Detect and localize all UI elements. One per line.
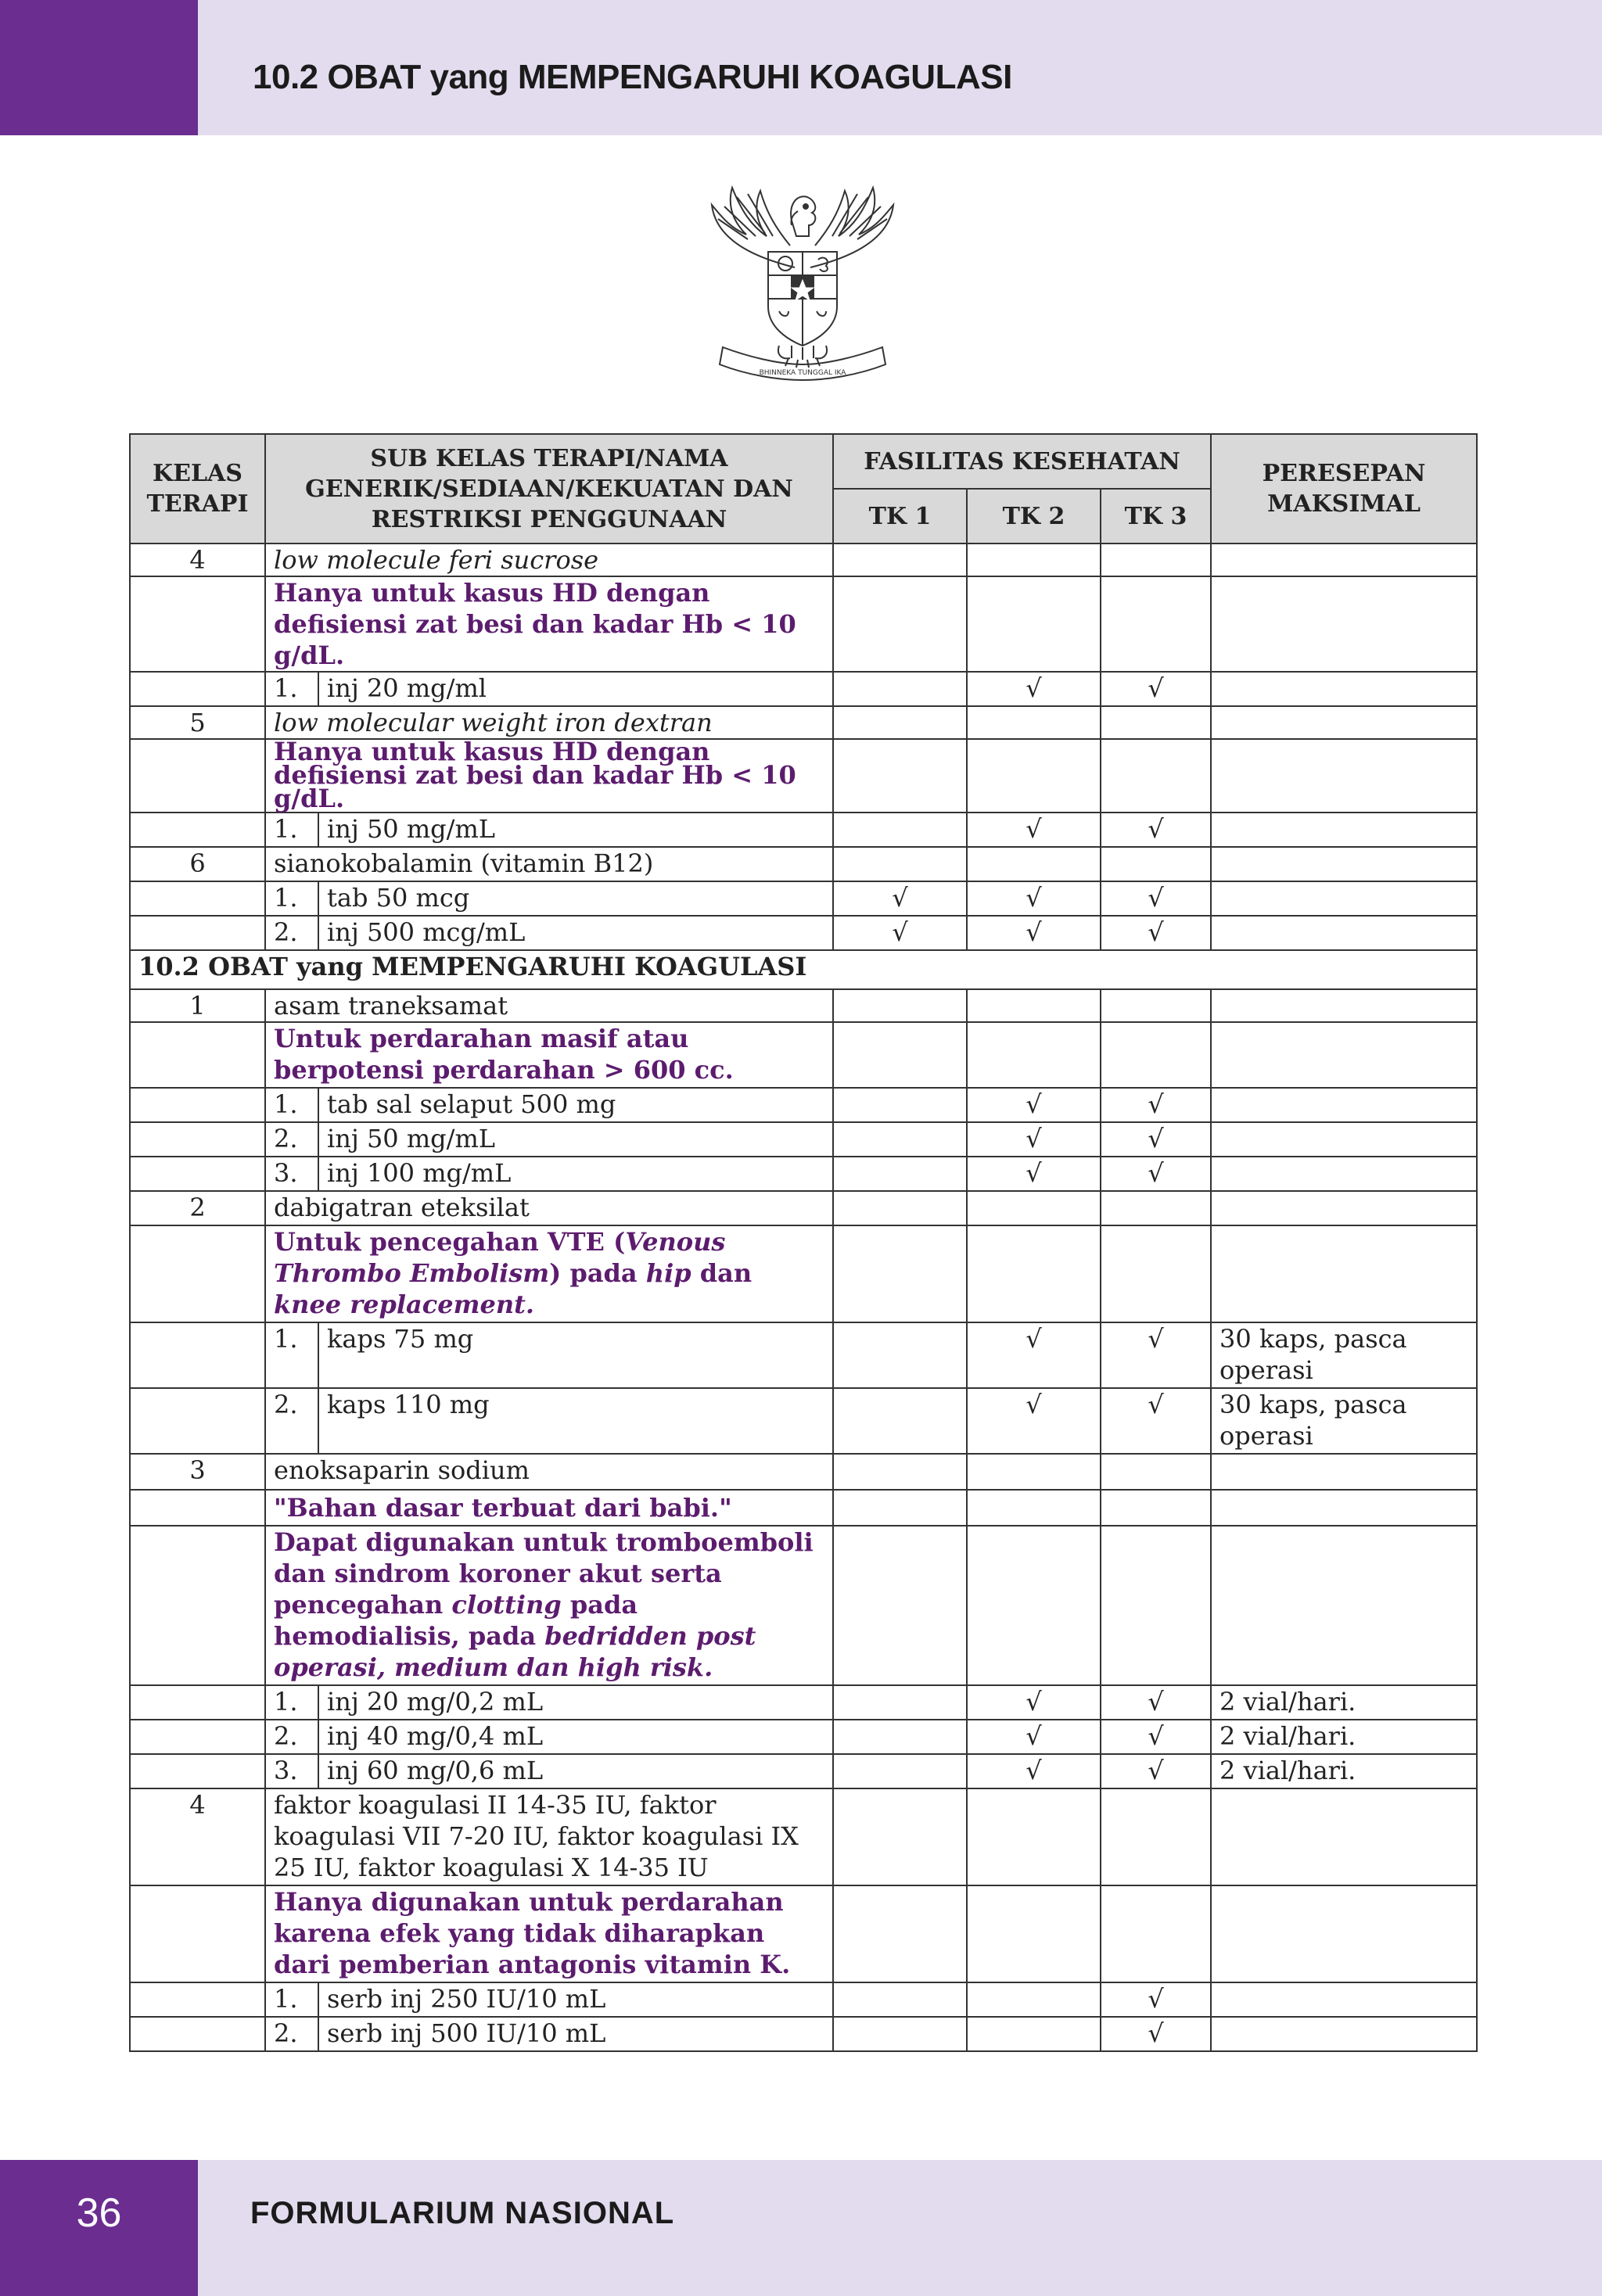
check-mark: √ <box>1101 1388 1211 1454</box>
check-mark: √ <box>1101 1754 1211 1788</box>
check-mark: √ <box>967 1122 1101 1157</box>
item-number: 3. <box>265 1157 318 1191</box>
item-number: 3. <box>265 1754 318 1788</box>
table-row <box>130 1388 1477 1454</box>
item-number: 2. <box>265 1720 318 1754</box>
item-number: 1. <box>265 1982 318 2017</box>
header-peresepan: PERESEPAN MAKSIMAL <box>1211 434 1477 544</box>
max-prescription: 30 kaps, pasca operasi <box>1211 1322 1477 1388</box>
drug-name: low molecular weight iron dextran <box>265 706 833 739</box>
restriction-text: Untuk perdarahan masif atau berpotensi perdarahan > 600 cc. <box>265 1022 833 1088</box>
page-title: 10.2 OBAT yang MEMPENGARUHI KOAGULASI <box>253 58 1012 96</box>
drug-name: sianokobalamin (vitamin B12) <box>265 847 833 881</box>
drug-name: faktor koagulasi II 14-35 IU, faktor koagulasi VII 7-20 IU, faktor koagulasi IX 25 IU, faktor koagulasi X 14-35 IU <box>265 1788 833 1885</box>
header-tk2: TK 2 <box>967 489 1101 544</box>
table-row <box>130 1720 1477 1754</box>
item-number: 2. <box>265 1122 318 1157</box>
kelas-cell: 5 <box>130 706 265 739</box>
check-mark: √ <box>1101 916 1211 950</box>
check-mark: √ <box>1101 672 1211 706</box>
item-text: tab 50 mcg <box>318 881 833 916</box>
table-row <box>130 2017 1477 2051</box>
restriction-part: bedridden post operasi, medium dan high risk. <box>274 1621 756 1682</box>
header-accent <box>0 0 198 135</box>
check-mark: √ <box>967 1322 1101 1388</box>
table-row <box>130 672 1477 706</box>
restriction-part: hip <box>645 1258 691 1288</box>
drug-name: asam traneksamat <box>265 989 833 1022</box>
check-mark: √ <box>967 1754 1101 1788</box>
section-title: 10.2 OBAT yang MEMPENGARUHI KOAGULASI <box>130 950 1477 989</box>
check-mark: √ <box>1101 1720 1211 1754</box>
item-text: inj 20 mg/ml <box>318 672 833 706</box>
restriction-text: Hanya digunakan untuk perdarahan karena efek yang tidak diharapkan dari pemberian antagonis vitamin K. <box>265 1885 833 1982</box>
kelas-cell: 6 <box>130 847 265 881</box>
check-mark: √ <box>967 1157 1101 1191</box>
item-text: inj 40 mg/0,4 mL <box>318 1720 833 1754</box>
check-mark: √ <box>1101 881 1211 916</box>
restriction-part: Untuk pencegahan VTE ( <box>274 1227 626 1257</box>
check-mark: √ <box>1101 1157 1211 1191</box>
check-mark: √ <box>967 1088 1101 1122</box>
item-text: serb inj 500 IU/10 mL <box>318 2017 833 2051</box>
table-row <box>130 1885 1477 1982</box>
restriction-text: Hanya untuk kasus HD dengan defisiensi zat besi dan kadar Hb < 10 g/dL. <box>265 739 833 813</box>
table-row <box>130 1322 1477 1388</box>
item-number: 1. <box>265 672 318 706</box>
check-mark: √ <box>967 1720 1101 1754</box>
restriction-text <box>265 1225 833 1322</box>
table-row <box>130 1088 1477 1122</box>
table-row <box>130 881 1477 916</box>
table-row <box>130 813 1477 847</box>
section-row <box>130 950 1477 989</box>
check-mark: √ <box>1101 1322 1211 1388</box>
table-row <box>130 1685 1477 1720</box>
check-mark: √ <box>1101 813 1211 847</box>
item-number: 1. <box>265 1685 318 1720</box>
restriction-part: knee replacement. <box>274 1290 535 1319</box>
item-text: tab sal selaput 500 mg <box>318 1088 833 1122</box>
item-text: inj 50 mg/mL <box>318 813 833 847</box>
check-mark: √ <box>833 881 967 916</box>
item-text: inj 50 mg/mL <box>318 1122 833 1157</box>
item-number: 1. <box>265 813 318 847</box>
kelas-cell: 4 <box>130 1788 265 1885</box>
header-kelas-terapi: KELAS TERAPI <box>130 434 265 544</box>
restriction-text: Hanya untuk kasus HD dengan defisiensi zat besi dan kadar Hb < 10 g/dL. <box>265 576 833 672</box>
max-prescription: 2 vial/hari. <box>1211 1754 1477 1788</box>
kelas-cell: 2 <box>130 1191 265 1225</box>
kelas-cell: 4 <box>130 544 265 576</box>
restriction-note: "Bahan dasar terbuat dari babi." <box>265 1490 833 1526</box>
kelas-cell: 3 <box>130 1454 265 1490</box>
check-mark: √ <box>967 881 1101 916</box>
restriction-part: Venous Thrombo Embolism <box>274 1227 726 1288</box>
check-mark: √ <box>1101 2017 1211 2051</box>
table-row <box>130 1490 1477 1526</box>
table-row <box>130 1191 1477 1225</box>
table-row <box>130 989 1477 1022</box>
check-mark: √ <box>1101 1088 1211 1122</box>
item-text: serb inj 250 IU/10 mL <box>318 1982 833 2017</box>
footer-band <box>0 2160 1602 2296</box>
item-number: 1. <box>265 1088 318 1122</box>
table-row <box>130 544 1477 576</box>
check-mark: √ <box>1101 1982 1211 2017</box>
table-row <box>130 1122 1477 1157</box>
table-row <box>130 576 1477 672</box>
header-tk3: TK 3 <box>1101 489 1211 544</box>
page-number: 36 <box>76 2190 122 2236</box>
drug-name: enoksaparin sodium <box>265 1454 833 1490</box>
max-prescription: 30 kaps, pasca operasi <box>1211 1388 1477 1454</box>
item-number: 2. <box>265 916 318 950</box>
table-row <box>130 1526 1477 1685</box>
table-row <box>130 916 1477 950</box>
max-prescription: 2 vial/hari. <box>1211 1685 1477 1720</box>
restriction-part: dan <box>691 1258 753 1288</box>
item-number: 2. <box>265 2017 318 2051</box>
restriction-part: Dapat digunakan untuk tromboemboli dan sindrom koroner akut serta pencegahan <box>274 1527 814 1620</box>
item-text: inj 500 mcg/mL <box>318 916 833 950</box>
table-row <box>130 1157 1477 1191</box>
restriction-part: pada hemodialisis, pada <box>274 1590 638 1651</box>
table-row <box>130 1225 1477 1322</box>
restriction-part: clotting <box>451 1590 562 1620</box>
check-mark: √ <box>1101 1685 1211 1720</box>
table-row <box>130 1788 1477 1885</box>
check-mark: √ <box>967 1685 1101 1720</box>
restriction-part: ) pada <box>549 1258 646 1288</box>
table-row <box>130 1982 1477 2017</box>
table-row <box>130 706 1477 739</box>
kelas-cell: 1 <box>130 989 265 1022</box>
restriction-text <box>265 1526 833 1685</box>
item-number: 1. <box>265 1322 318 1388</box>
table-row <box>130 1754 1477 1788</box>
header-fasilitas: FASILITAS KESEHATAN <box>833 434 1211 489</box>
table-row <box>130 1454 1477 1490</box>
drug-name: low molecule feri sucrose <box>265 544 833 576</box>
garuda-emblem <box>701 174 904 382</box>
item-text: kaps 110 mg <box>318 1388 833 1454</box>
item-text: inj 60 mg/0,6 mL <box>318 1754 833 1788</box>
emblem-motto: BHINNEKA TUNGGAL IKA <box>759 369 846 377</box>
drug-name: dabigatran eteksilat <box>265 1191 833 1225</box>
max-prescription: 2 vial/hari. <box>1211 1720 1477 1754</box>
table-row <box>130 1022 1477 1088</box>
item-text: inj 20 mg/0,2 mL <box>318 1685 833 1720</box>
table-row <box>130 739 1477 813</box>
header-sub-kelas: SUB KELAS TERAPI/NAMA GENERIK/SEDIAAN/KEKUATAN DAN RESTRIKSI PENGGUNAAN <box>265 434 833 544</box>
item-text: kaps 75 mg <box>318 1322 833 1388</box>
table-row <box>130 847 1477 881</box>
item-number: 2. <box>265 1388 318 1454</box>
item-number: 1. <box>265 881 318 916</box>
check-mark: √ <box>967 1388 1101 1454</box>
header-tk1: TK 1 <box>833 489 967 544</box>
formulary-table <box>129 433 1478 2052</box>
footer-title: FORMULARIUM NASIONAL <box>250 2196 675 2230</box>
item-text: inj 100 mg/mL <box>318 1157 833 1191</box>
check-mark: √ <box>1101 1122 1211 1157</box>
check-mark: √ <box>833 916 967 950</box>
check-mark: √ <box>967 813 1101 847</box>
check-mark: √ <box>967 916 1101 950</box>
check-mark: √ <box>967 672 1101 706</box>
